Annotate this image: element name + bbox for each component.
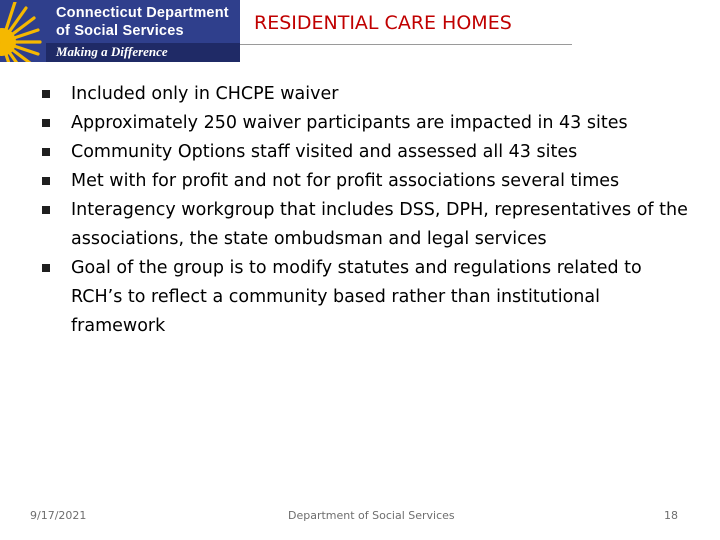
slide-header	[0, 0, 720, 62]
slide-title: RESIDENTIAL CARE HOMES	[254, 12, 512, 34]
bullet-item	[40, 254, 690, 341]
logo-tagline: Making a Difference	[56, 44, 168, 59]
slide-number: 18	[664, 509, 678, 522]
logo-line-1: Connecticut Department	[56, 5, 229, 21]
footer-date: 9/17/2021	[30, 509, 87, 522]
square-bullet-icon	[42, 119, 50, 127]
bullet-item	[40, 109, 690, 138]
square-bullet-icon	[42, 90, 50, 98]
bullet-list	[40, 80, 690, 341]
logo-line-2: of Social Services	[56, 23, 184, 39]
sun-rays-icon	[0, 2, 42, 62]
bullet-item	[40, 196, 690, 254]
bullet-text: Included only in CHCPE waiver	[71, 84, 339, 104]
dss-logo	[0, 0, 240, 62]
square-bullet-icon	[42, 177, 50, 185]
bullet-text: Approximately 250 waiver participants are impacted in 43 sites	[71, 113, 628, 133]
bullet-text: Goal of the group is to modify statutes and regulations related to RCH’s to reflect a community based rather than institutional framework	[71, 258, 642, 336]
footer-organization: Department of Social Services	[288, 509, 455, 522]
bullet-text: Met with for profit and not for profit associations several times	[71, 171, 620, 191]
square-bullet-icon	[42, 148, 50, 156]
bullet-text: Interagency workgroup that includes DSS, DPH, representatives of the associations, the state ombudsman and legal services	[71, 200, 688, 249]
square-bullet-icon	[42, 206, 50, 214]
square-bullet-icon	[42, 264, 50, 272]
bullet-item	[40, 80, 690, 109]
bullet-item	[40, 167, 690, 196]
bullet-text: Community Options staff visited and assessed all 43 sites	[71, 142, 578, 162]
bullet-item	[40, 138, 690, 167]
